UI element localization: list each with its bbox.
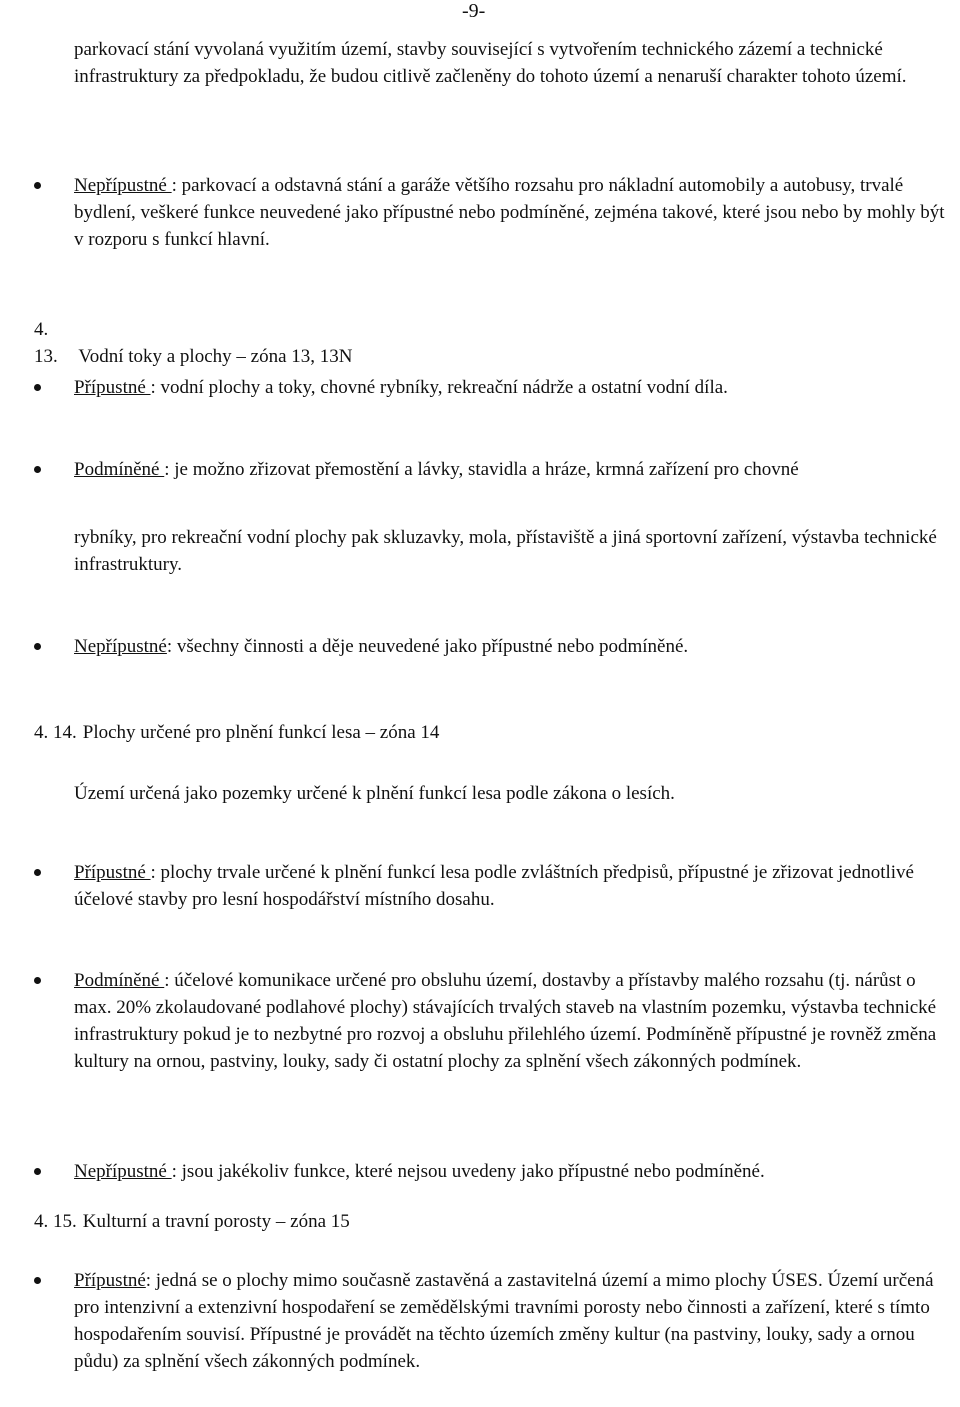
bullet-icon — [34, 384, 41, 391]
intro-paragraph: parkovací stání vyvolaná využitím území, stavby související s vytvořením technického zázemí a technické infrastruktury za předpokladu, že budou citlivě začleněny do tohoto území a nenaruší charakter tohoto území. — [74, 39, 907, 87]
label-pripustne: Přípustné — [74, 862, 151, 883]
label-podminene: Podmíněné — [74, 459, 165, 480]
list-item-podminene-13 — [74, 456, 954, 483]
item-text: : účelové komunikace určené pro obsluhu území, dostavby a přístavby malého rozsahu (tj. nárůst o max. 20% zkolaudované podlahové plochy) stávajících trvalých staveb na vlastním pozemku, výstavba technické infrastruktury pokud je to nezbytné pro rozvoj a obsluhu přilehlého území. Podmíněně přípustné je rovněž změna kultury na ornou, pastviny, louky, sady či ostatní plochy za splnění všech zákonných podmínek. — [74, 970, 937, 1072]
section-heading-4-13 — [34, 316, 352, 370]
bullet-icon — [34, 977, 41, 984]
section-number: 4. 15. — [34, 1211, 77, 1232]
item-text: : je možno zřizovat přemostění a lávky, stavidla a hráze, krmná zařízení pro chovné — [164, 459, 799, 480]
label-neprípustne: Nepřípustné — [74, 175, 172, 196]
label-neprípustne: Nepřípustné — [74, 636, 167, 657]
list-item-pripustne-13 — [74, 374, 954, 401]
label-pripustne: Přípustné — [74, 1270, 146, 1291]
page-number: -9- — [462, 0, 486, 22]
list-item-pripustne-15 — [74, 1267, 954, 1375]
item-text: : všechny činnosti a děje neuvedené jako přípustné nebo podmíněné. — [166, 636, 689, 657]
list-item-neprípustne-13 — [74, 633, 954, 660]
section-title: Kulturní a travní porosty – zóna 15 — [82, 1211, 350, 1232]
section-title: Vodní toky a plochy – zóna 13, 13N — [78, 346, 353, 367]
item-text: : jedná se o plochy mimo současně zastavěná a zastavitelná území a mimo plochy ÚSES. Území určená pro intenzivní a extenzivní hospodaření se zemědělskými travními porosty nebo činnosti a zařízení, které s tímto hospodařením souvisí. Přípustné je provádět na těchto územích změny kultur (na pastviny, louky, sady a ornou půdu) za splnění všech zákonných podmínek. — [74, 1270, 934, 1372]
list-item-pripustne-14 — [74, 859, 954, 913]
list-item-continuation: rybníky, pro rekreační vodní plochy pak skluzavky, mola, přístaviště a jiná sportovní zařízení, výstavba technické infrastruktury. — [74, 527, 937, 575]
section-number: 4. 13. — [34, 319, 58, 367]
section-heading-4-15 — [34, 1208, 350, 1235]
bullet-icon — [34, 466, 41, 473]
item-text: : vodní plochy a toky, chovné rybníky, rekreační nádrže a ostatní vodní díla. — [150, 377, 728, 398]
section-intro: Území určená jako pozemky určené k plnění funkcí lesa podle zákona o lesích. — [74, 783, 675, 804]
section-heading-4-14 — [34, 719, 439, 746]
item-text: : jsou jakékoliv funkce, které nejsou uvedeny jako přípustné nebo podmíněné. — [171, 1161, 765, 1182]
list-item-neprípustne-12 — [74, 172, 954, 253]
section-title: Plochy určené pro plnění funkcí lesa – zóna 14 — [82, 722, 440, 743]
bullet-icon — [34, 1277, 41, 1284]
bullet-icon — [34, 643, 41, 650]
label-pripustne: Přípustné — [74, 377, 151, 398]
bullet-icon — [34, 182, 41, 189]
section-number: 4. 14. — [34, 722, 77, 743]
list-item-podminene-14 — [74, 967, 954, 1075]
bullet-icon — [34, 869, 41, 876]
bullet-icon — [34, 1168, 41, 1175]
item-text: : parkovací a odstavná stání a garáže většího rozsahu pro nákladní automobily a autobusy, trvalé bydlení, veškeré funkce neuvedené jako přípustné nebo podmíněné, zejména takové, které jsou nebo by mohly být v rozporu s funkcí hlavní. — [74, 175, 945, 250]
label-neprípustne: Nepřípustné — [74, 1161, 172, 1182]
list-item-neprípustne-14 — [74, 1158, 954, 1185]
item-text: : plochy trvale určené k plnění funkcí lesa podle zvláštních předpisů, přípustné je zřizovat jednotlivé účelové stavby pro lesní hospodářství místního dosahu. — [74, 862, 914, 910]
label-podminene: Podmíněné — [74, 970, 165, 991]
